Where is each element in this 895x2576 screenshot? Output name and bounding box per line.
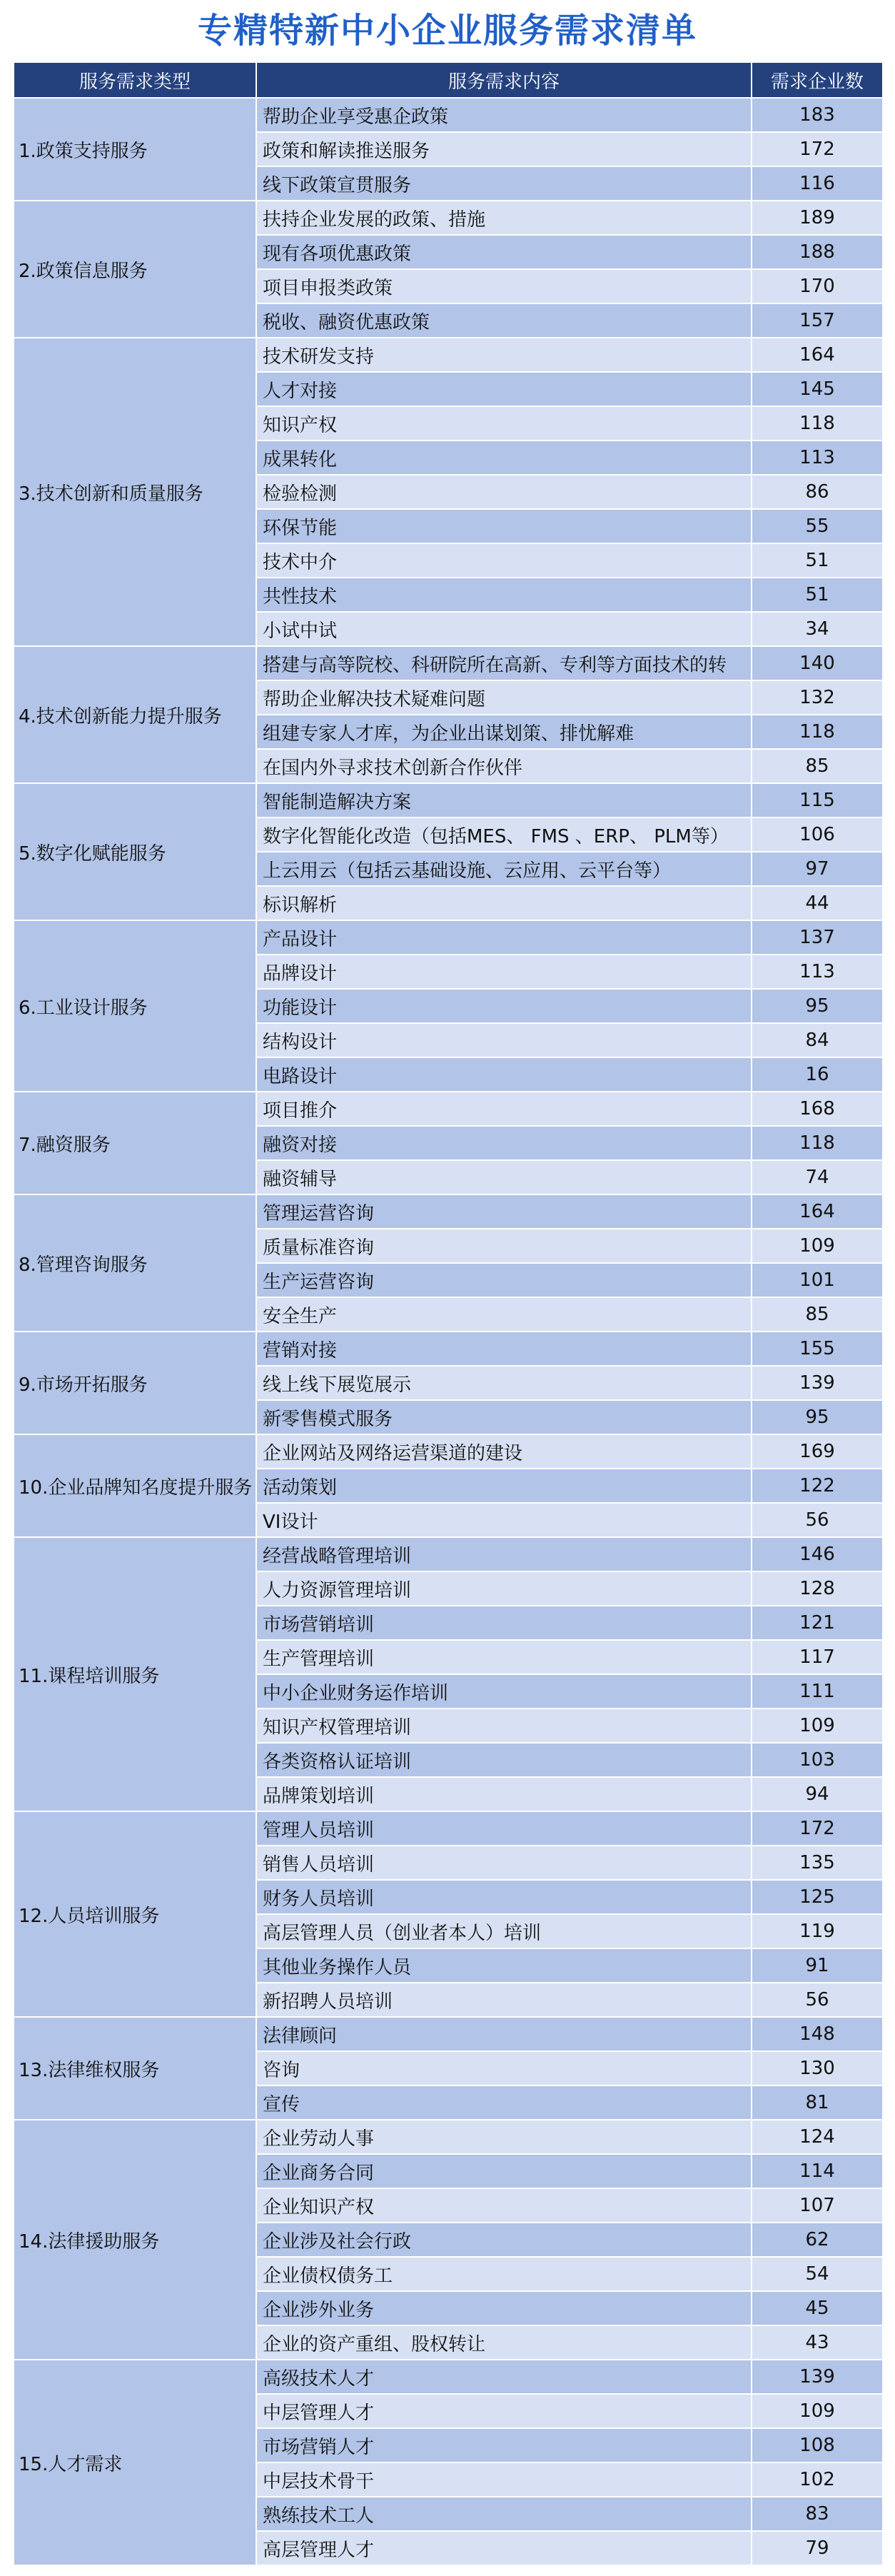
header-count: 需求企业数 (752, 62, 883, 98)
content-cell: 市场营销培训 (256, 1606, 752, 1640)
count-cell: 146 (752, 1537, 883, 1571)
count-cell: 170 (752, 269, 883, 303)
content-cell: 企业知识产权 (256, 2188, 752, 2223)
content-cell: 营销对接 (256, 1332, 752, 1366)
count-cell: 115 (752, 783, 883, 817)
content-cell: 市场营销人才 (256, 2428, 752, 2462)
count-cell: 139 (752, 1366, 883, 1400)
count-cell: 109 (752, 1709, 883, 1743)
table-row (14, 338, 883, 372)
content-cell: 企业商务合同 (256, 2154, 752, 2188)
count-cell: 172 (752, 132, 883, 166)
count-cell: 94 (752, 1777, 883, 1811)
content-cell: 电路设计 (256, 1057, 752, 1092)
count-cell: 140 (752, 646, 883, 680)
count-cell: 86 (752, 475, 883, 509)
content-cell: 政策和解读推送服务 (256, 132, 752, 166)
table-row (14, 1811, 883, 1846)
content-cell: 融资对接 (256, 1126, 752, 1160)
content-cell: 技术中介 (256, 543, 752, 578)
content-cell: 高级技术人才 (256, 2360, 752, 2394)
content-cell: 线上线下展览展示 (256, 1366, 752, 1400)
count-cell: 95 (752, 989, 883, 1023)
content-cell: 销售人员培训 (256, 1846, 752, 1880)
count-cell: 139 (752, 2360, 883, 2394)
content-cell: 智能制造解决方案 (256, 783, 752, 817)
content-cell: 中小企业财务运作培训 (256, 1674, 752, 1709)
count-cell: 157 (752, 303, 883, 338)
table-row (14, 201, 883, 235)
content-cell: 管理人员培训 (256, 1811, 752, 1846)
category-cell: 1.政策支持服务 (14, 98, 256, 201)
content-cell: 税收、融资优惠政策 (256, 303, 752, 338)
count-cell: 51 (752, 578, 883, 612)
count-cell: 109 (752, 1229, 883, 1263)
content-cell: 各类资格认证培训 (256, 1743, 752, 1777)
count-cell: 119 (752, 1914, 883, 1948)
count-cell: 169 (752, 1434, 883, 1469)
content-cell: 小试中试 (256, 612, 752, 646)
content-cell: 熟练技术工人 (256, 2497, 752, 2531)
header-category: 服务需求类型 (14, 62, 256, 98)
content-cell: 项目推介 (256, 1092, 752, 1126)
count-cell: 79 (752, 2531, 883, 2565)
category-cell: 4.技术创新能力提升服务 (14, 646, 256, 783)
count-cell: 118 (752, 715, 883, 749)
count-cell: 44 (752, 886, 883, 920)
table-row (14, 2360, 883, 2394)
category-cell: 10.企业品牌知名度提升服务 (14, 1434, 256, 1537)
content-cell: 搭建与高等院校、科研院所在高新、专利等方面技术的转 (256, 646, 752, 680)
count-cell: 54 (752, 2257, 883, 2291)
content-cell: 企业劳动人事 (256, 2120, 752, 2154)
count-cell: 55 (752, 509, 883, 543)
content-cell: 安全生产 (256, 1297, 752, 1332)
content-cell: 标识解析 (256, 886, 752, 920)
content-cell: 新招聘人员培训 (256, 1983, 752, 2017)
content-cell: 企业债权债务工 (256, 2257, 752, 2291)
table-row (14, 1092, 883, 1126)
count-cell: 103 (752, 1743, 883, 1777)
count-cell: 108 (752, 2428, 883, 2462)
content-cell: 管理运营咨询 (256, 1194, 752, 1229)
count-cell: 118 (752, 406, 883, 441)
content-cell: 企业涉及社会行政 (256, 2223, 752, 2257)
content-cell: 法律顾问 (256, 2017, 752, 2051)
count-cell: 106 (752, 817, 883, 852)
content-cell: 高层管理人才 (256, 2531, 752, 2565)
content-cell: 人才对接 (256, 372, 752, 406)
content-cell: 结构设计 (256, 1023, 752, 1057)
count-cell: 132 (752, 680, 883, 715)
count-cell: 135 (752, 1846, 883, 1880)
content-cell: 功能设计 (256, 989, 752, 1023)
content-cell: 质量标准咨询 (256, 1229, 752, 1263)
header-content: 服务需求内容 (256, 62, 752, 98)
count-cell: 81 (752, 2086, 883, 2120)
count-cell: 101 (752, 1263, 883, 1297)
count-cell: 45 (752, 2291, 883, 2325)
content-cell: 品牌策划培训 (256, 1777, 752, 1811)
count-cell: 85 (752, 749, 883, 783)
content-cell: 成果转化 (256, 441, 752, 475)
category-cell: 5.数字化赋能服务 (14, 783, 256, 920)
category-cell: 15.人才需求 (14, 2360, 256, 2565)
content-cell: 产品设计 (256, 920, 752, 955)
content-cell: 技术研发支持 (256, 338, 752, 372)
content-cell: 活动策划 (256, 1469, 752, 1503)
category-cell: 9.市场开拓服务 (14, 1332, 256, 1434)
count-cell: 111 (752, 1674, 883, 1709)
count-cell: 189 (752, 201, 883, 235)
content-cell: 人力资源管理培训 (256, 1571, 752, 1606)
content-cell: 企业涉外业务 (256, 2291, 752, 2325)
content-cell: 数字化智能化改造（包括MES、 FMS 、ERP、 PLM等） (256, 817, 752, 852)
count-cell: 107 (752, 2188, 883, 2223)
content-cell: 中层技术骨干 (256, 2462, 752, 2497)
content-cell: 知识产权 (256, 406, 752, 441)
category-cell: 6.工业设计服务 (14, 920, 256, 1092)
table-row (14, 1194, 883, 1229)
content-cell: 帮助企业解决技术疑难问题 (256, 680, 752, 715)
count-cell: 84 (752, 1023, 883, 1057)
count-cell: 113 (752, 955, 883, 989)
count-cell: 168 (752, 1092, 883, 1126)
content-cell: 咨询 (256, 2051, 752, 2086)
table-row (14, 98, 883, 132)
count-cell: 137 (752, 920, 883, 955)
count-cell: 83 (752, 2497, 883, 2531)
count-cell: 16 (752, 1057, 883, 1092)
table-header-row (14, 62, 883, 98)
count-cell: 102 (752, 2462, 883, 2497)
content-cell: 生产运营咨询 (256, 1263, 752, 1297)
count-cell: 114 (752, 2154, 883, 2188)
count-cell: 121 (752, 1606, 883, 1640)
table-row (14, 646, 883, 680)
table-row (14, 1332, 883, 1366)
category-cell: 12.人员培训服务 (14, 1811, 256, 2017)
count-cell: 118 (752, 1126, 883, 1160)
count-cell: 122 (752, 1469, 883, 1503)
content-cell: 财务人员培训 (256, 1880, 752, 1914)
count-cell: 125 (752, 1880, 883, 1914)
content-cell: 品牌设计 (256, 955, 752, 989)
service-demand-table (13, 61, 884, 2566)
table-row (14, 2017, 883, 2051)
content-cell: 生产管理培训 (256, 1640, 752, 1674)
content-cell: 上云用云（包括云基础设施、云应用、云平台等） (256, 852, 752, 886)
table-row (14, 1434, 883, 1469)
count-cell: 74 (752, 1160, 883, 1194)
count-cell: 51 (752, 543, 883, 578)
table-row (14, 920, 883, 955)
table-row (14, 2120, 883, 2154)
category-cell: 7.融资服务 (14, 1092, 256, 1194)
content-cell: 现有各项优惠政策 (256, 235, 752, 269)
content-cell: 知识产权管理培训 (256, 1709, 752, 1743)
count-cell: 85 (752, 1297, 883, 1332)
content-cell: 企业的资产重组、股权转让 (256, 2325, 752, 2360)
content-cell: 其他业务操作人员 (256, 1948, 752, 1983)
content-cell: VI设计 (256, 1503, 752, 1537)
count-cell: 188 (752, 235, 883, 269)
count-cell: 34 (752, 612, 883, 646)
count-cell: 116 (752, 166, 883, 201)
count-cell: 183 (752, 98, 883, 132)
table-row (14, 783, 883, 817)
category-cell: 8.管理咨询服务 (14, 1194, 256, 1332)
count-cell: 117 (752, 1640, 883, 1674)
count-cell: 91 (752, 1948, 883, 1983)
content-cell: 线下政策宣贯服务 (256, 166, 752, 201)
content-cell: 中层管理人才 (256, 2394, 752, 2428)
count-cell: 130 (752, 2051, 883, 2086)
table-body (14, 98, 883, 2565)
content-cell: 高层管理人员（创业者本人）培训 (256, 1914, 752, 1948)
count-cell: 145 (752, 372, 883, 406)
content-cell: 环保节能 (256, 509, 752, 543)
content-cell: 融资辅导 (256, 1160, 752, 1194)
content-cell: 宣传 (256, 2086, 752, 2120)
category-cell: 11.课程培训服务 (14, 1537, 256, 1811)
count-cell: 56 (752, 1503, 883, 1537)
content-cell: 企业网站及网络运营渠道的建设 (256, 1434, 752, 1469)
count-cell: 56 (752, 1983, 883, 2017)
content-cell: 组建专家人才库，为企业出谋划策、排忧解难 (256, 715, 752, 749)
content-cell: 共性技术 (256, 578, 752, 612)
count-cell: 43 (752, 2325, 883, 2360)
category-cell: 3.技术创新和质量服务 (14, 338, 256, 646)
content-cell: 在国内外寻求技术创新合作伙伴 (256, 749, 752, 783)
page-title: 专精特新中小企业服务需求清单 (197, 11, 697, 51)
count-cell: 128 (752, 1571, 883, 1606)
count-cell: 172 (752, 1811, 883, 1846)
content-cell: 项目申报类政策 (256, 269, 752, 303)
content-cell: 帮助企业享受惠企政策 (256, 98, 752, 132)
count-cell: 148 (752, 2017, 883, 2051)
table-row (14, 1537, 883, 1571)
content-cell: 经营战略管理培训 (256, 1537, 752, 1571)
count-cell: 164 (752, 1194, 883, 1229)
count-cell: 155 (752, 1332, 883, 1366)
count-cell: 124 (752, 2120, 883, 2154)
count-cell: 97 (752, 852, 883, 886)
category-cell: 13.法律维权服务 (14, 2017, 256, 2120)
content-cell: 检验检测 (256, 475, 752, 509)
content-cell: 扶持企业发展的政策、措施 (256, 201, 752, 235)
content-cell: 新零售模式服务 (256, 1400, 752, 1434)
count-cell: 113 (752, 441, 883, 475)
category-cell: 2.政策信息服务 (14, 201, 256, 338)
count-cell: 109 (752, 2394, 883, 2428)
count-cell: 164 (752, 338, 883, 372)
category-cell: 14.法律援助服务 (14, 2120, 256, 2360)
count-cell: 95 (752, 1400, 883, 1434)
count-cell: 62 (752, 2223, 883, 2257)
